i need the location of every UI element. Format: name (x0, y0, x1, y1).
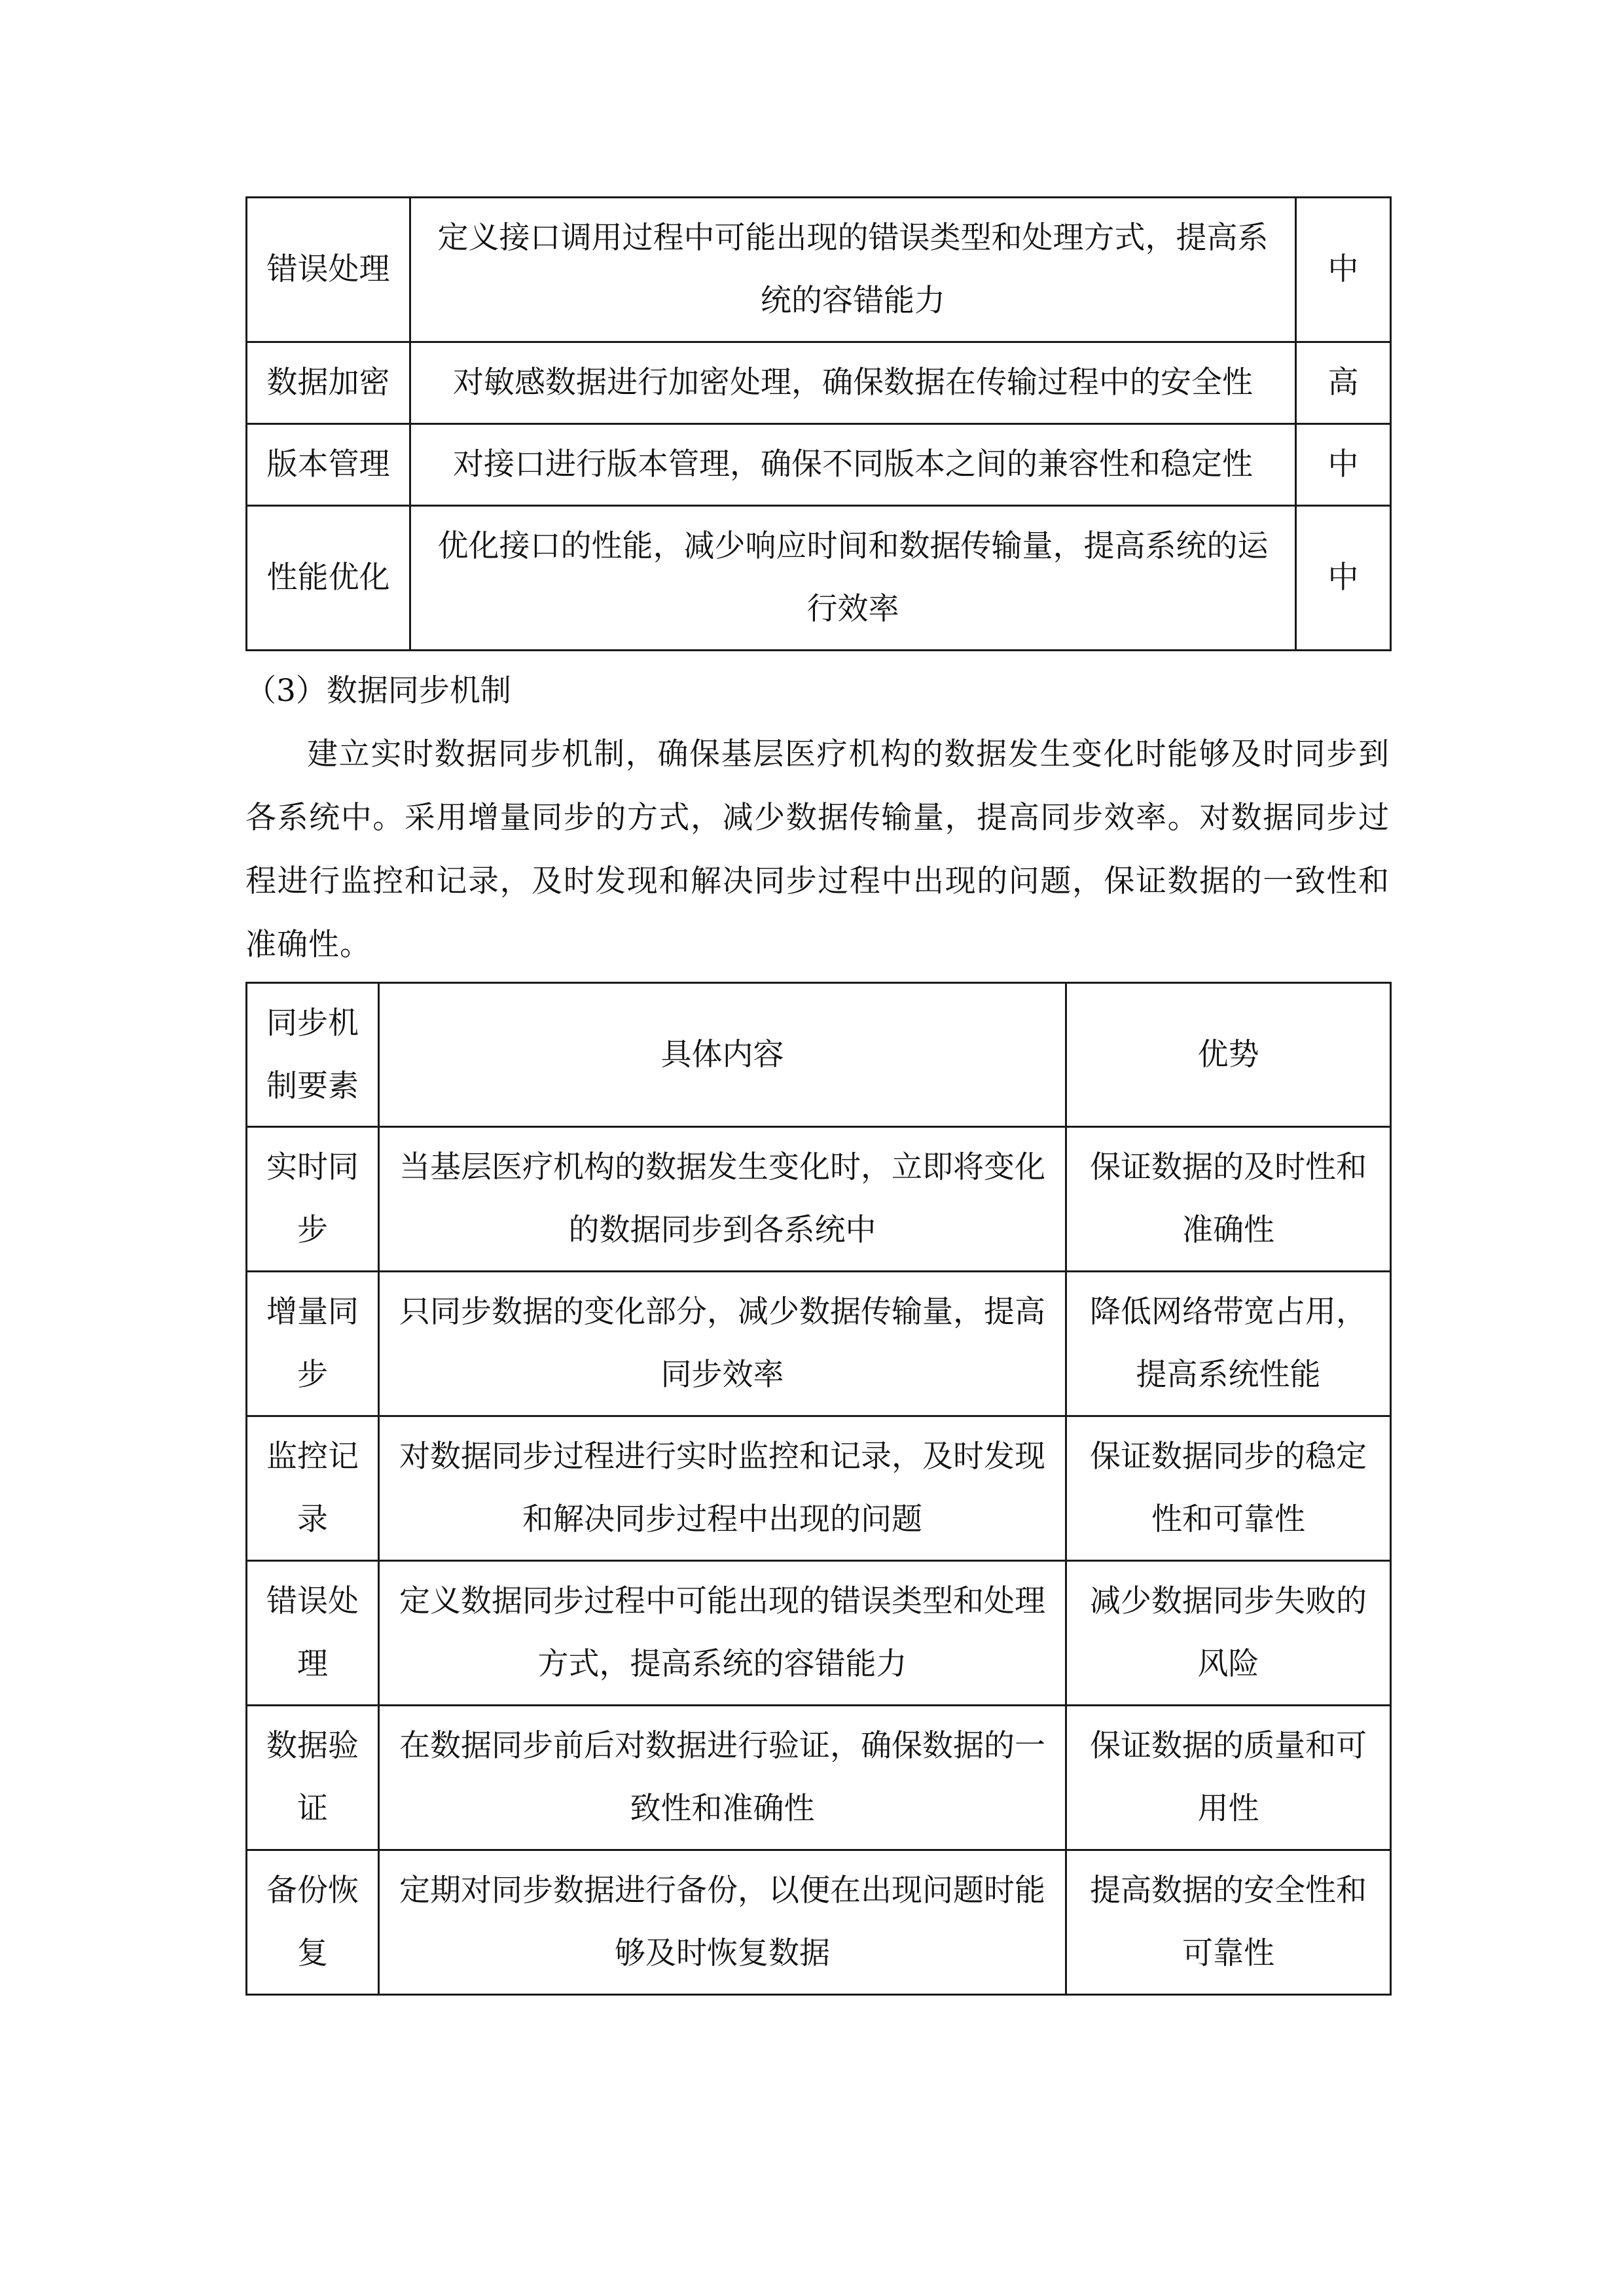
advantage-cell: 提高数据的安全性和可靠性 (1066, 1850, 1391, 1995)
row-content-cell: 对接口进行版本管理，确保不同版本之间的兼容性和稳定性 (410, 424, 1296, 506)
content-cell: 只同步数据的变化部分，减少数据传输量，提高同步效率 (379, 1272, 1066, 1416)
advantage-cell: 保证数据的质量和可用性 (1066, 1706, 1391, 1850)
element-cell: 增量同步 (247, 1272, 379, 1416)
row-name-cell: 版本管理 (247, 424, 410, 506)
interface-spec-table (245, 196, 1392, 651)
advantage-cell: 保证数据同步的稳定性和可靠性 (1066, 1416, 1391, 1561)
table-row (247, 1416, 1391, 1561)
table-row (247, 198, 1391, 342)
element-cell: 数据验证 (247, 1706, 379, 1850)
element-cell: 实时同步 (247, 1127, 379, 1272)
row-name-cell: 性能优化 (247, 506, 410, 651)
table-row (247, 1272, 1391, 1416)
table-row (247, 342, 1391, 424)
advantage-cell: 减少数据同步失败的风险 (1066, 1561, 1391, 1706)
content-cell: 在数据同步前后对数据进行验证，确保数据的一致性和准确性 (379, 1706, 1066, 1850)
content-cell: 定期对同步数据进行备份，以便在出现问题时能够及时恢复数据 (379, 1850, 1066, 1995)
advantage-cell: 保证数据的及时性和准确性 (1066, 1127, 1391, 1272)
row-level-cell: 中 (1296, 424, 1391, 506)
row-name-cell: 数据加密 (247, 342, 410, 424)
row-content-cell: 优化接口的性能，减少响应时间和数据传输量，提高系统的运行效率 (410, 506, 1296, 651)
table-row (247, 1561, 1391, 1706)
row-content-cell: 定义接口调用过程中可能出现的错误类型和处理方式，提高系统的容错能力 (410, 198, 1296, 342)
row-level-cell: 高 (1296, 342, 1391, 424)
element-cell: 错误处理 (247, 1561, 379, 1706)
content-cell: 对数据同步过程进行实时监控和记录，及时发现和解决同步过程中出现的问题 (379, 1416, 1066, 1561)
table-row (247, 506, 1391, 651)
body-paragraph: 建立实时数据同步机制，确保基层医疗机构的数据发生变化时能够及时同步到各系统中。采用增量同步的方式，减少数据传输量，提高同步效率。对数据同步过程进行监控和记录，及时发现和解决同步过程中出现的问题，保证数据的一致性和准确性。 (245, 736, 1390, 963)
row-name-cell: 错误处理 (247, 198, 410, 342)
header-content-cell: 具体内容 (379, 983, 1066, 1127)
element-cell: 备份恢复 (247, 1850, 379, 1995)
element-cell: 监控记录 (247, 1416, 379, 1561)
header-element-cell: 同步机制要素 (247, 983, 379, 1127)
row-level-cell: 中 (1296, 506, 1391, 651)
content-cell: 定义数据同步过程中可能出现的错误类型和处理方式，提高系统的容错能力 (379, 1561, 1066, 1706)
content-cell: 当基层医疗机构的数据发生变化时，立即将变化的数据同步到各系统中 (379, 1127, 1066, 1272)
row-content-cell: 对敏感数据进行加密处理，确保数据在传输过程中的安全性 (410, 342, 1296, 424)
table-row (247, 1706, 1391, 1850)
row-level-cell: 中 (1296, 198, 1391, 342)
section-heading: （3）数据同步机制 (245, 673, 511, 709)
table-row (247, 424, 1391, 506)
header-advantage-cell: 优势 (1066, 983, 1391, 1127)
table-row (247, 1127, 1391, 1272)
advantage-cell: 降低网络带宽占用，提高系统性能 (1066, 1272, 1391, 1416)
table-row (247, 1850, 1391, 1995)
table-header-row (247, 983, 1391, 1127)
sync-mechanism-table (245, 982, 1392, 1996)
